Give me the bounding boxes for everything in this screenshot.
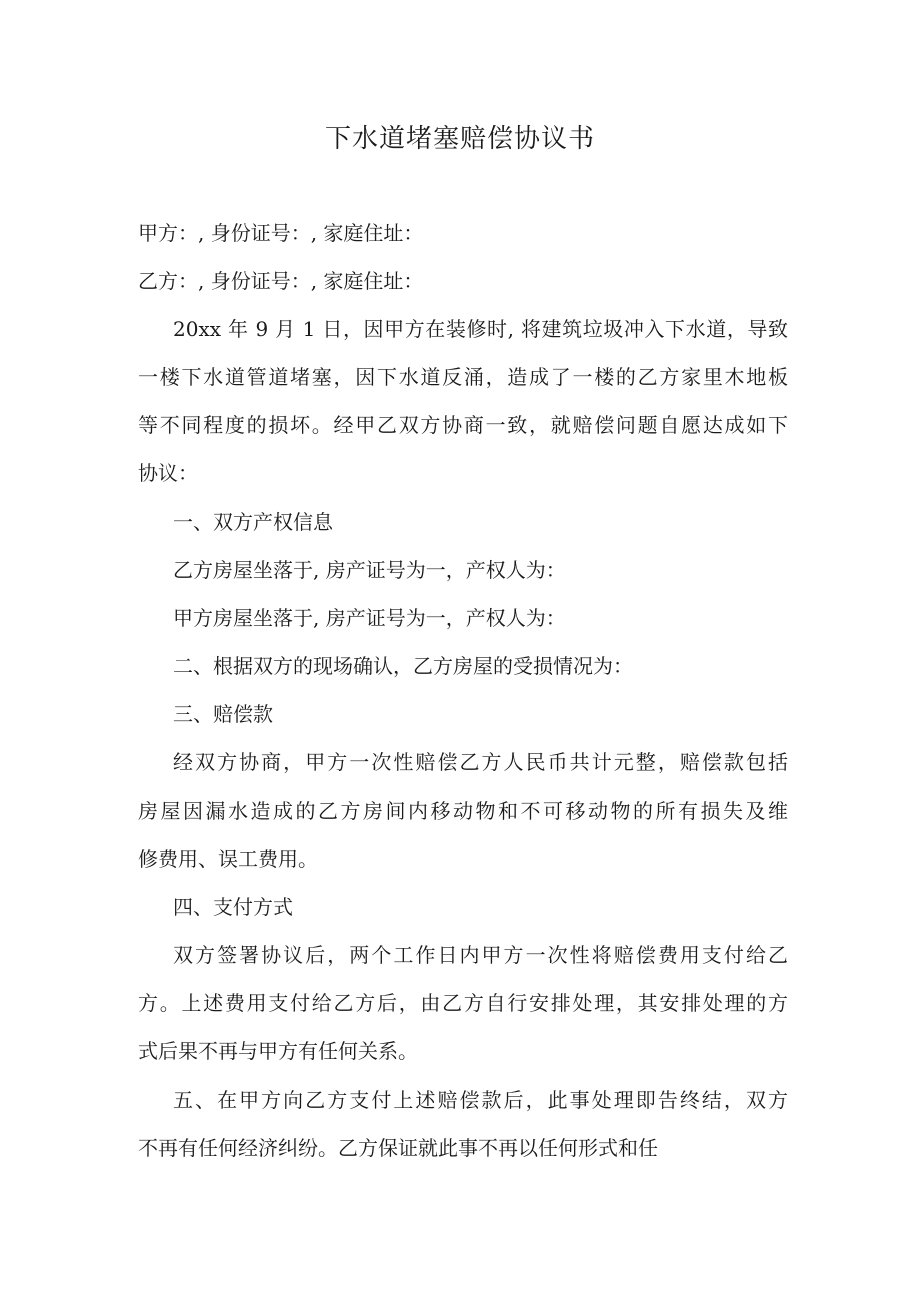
- paragraph-line: 一楼下水道管道堵塞，因下水道反涌，造成了一楼的乙方家里木地板: [138, 365, 788, 389]
- paragraph-line: 双方签署协议后，两个工作日内甲方一次性将赔偿费用支付给乙: [173, 943, 788, 967]
- paragraph-line: 经双方协商，甲方一次性赔偿乙方人民币共计元整，赔偿款包括: [173, 750, 788, 774]
- section-heading: 三、赔偿款: [173, 702, 273, 726]
- party-b-line: 乙方：, 身份证号：, 家庭住址：: [138, 269, 424, 293]
- paragraph-line: 房屋因漏水造成的乙方房间内移动物和不可移动物的所有损失及维: [138, 799, 788, 823]
- document-title: 下水道堵塞赔偿协议书: [324, 124, 595, 154]
- section-heading: 二、根据双方的现场确认，乙方房屋的受损情况为：: [173, 654, 633, 678]
- party-a-line: 甲方：, 身份证号：, 家庭住址：: [138, 221, 424, 245]
- paragraph-line: 五、在甲方向乙方支付上述赔偿款后，此事处理即告终结，双方: [173, 1088, 788, 1112]
- paragraph-line: 甲方房屋坐落于, 房产证号为一，产权人为：: [173, 606, 566, 630]
- paragraph-line: 不再有任何经济纠纷。乙方保证就此事不再以任何形式和任: [138, 1136, 658, 1160]
- paragraph-line: 等不同程度的损坏。经甲乙双方协商一致，就赔偿问题自愿达成如下: [138, 413, 788, 437]
- paragraph-line: 协议：: [138, 461, 198, 485]
- paragraph-line: 20xx 年 9 月 1 日，因甲方在装修时, 将建筑垃圾冲入下水道，导致: [173, 317, 788, 341]
- paragraph-line: 修费用、误工费用。: [138, 847, 318, 871]
- paragraph-line: 乙方房屋坐落于, 房产证号为一，产权人为：: [173, 558, 566, 582]
- paragraph-line: 式后果不再与甲方有任何关系。: [138, 1039, 418, 1063]
- paragraph-line: 方。上述费用支付给乙方后，由乙方自行安排处理，其安排处理的方: [138, 991, 788, 1015]
- section-heading: 一、双方产权信息: [173, 510, 333, 534]
- section-heading: 四、支付方式: [173, 895, 293, 919]
